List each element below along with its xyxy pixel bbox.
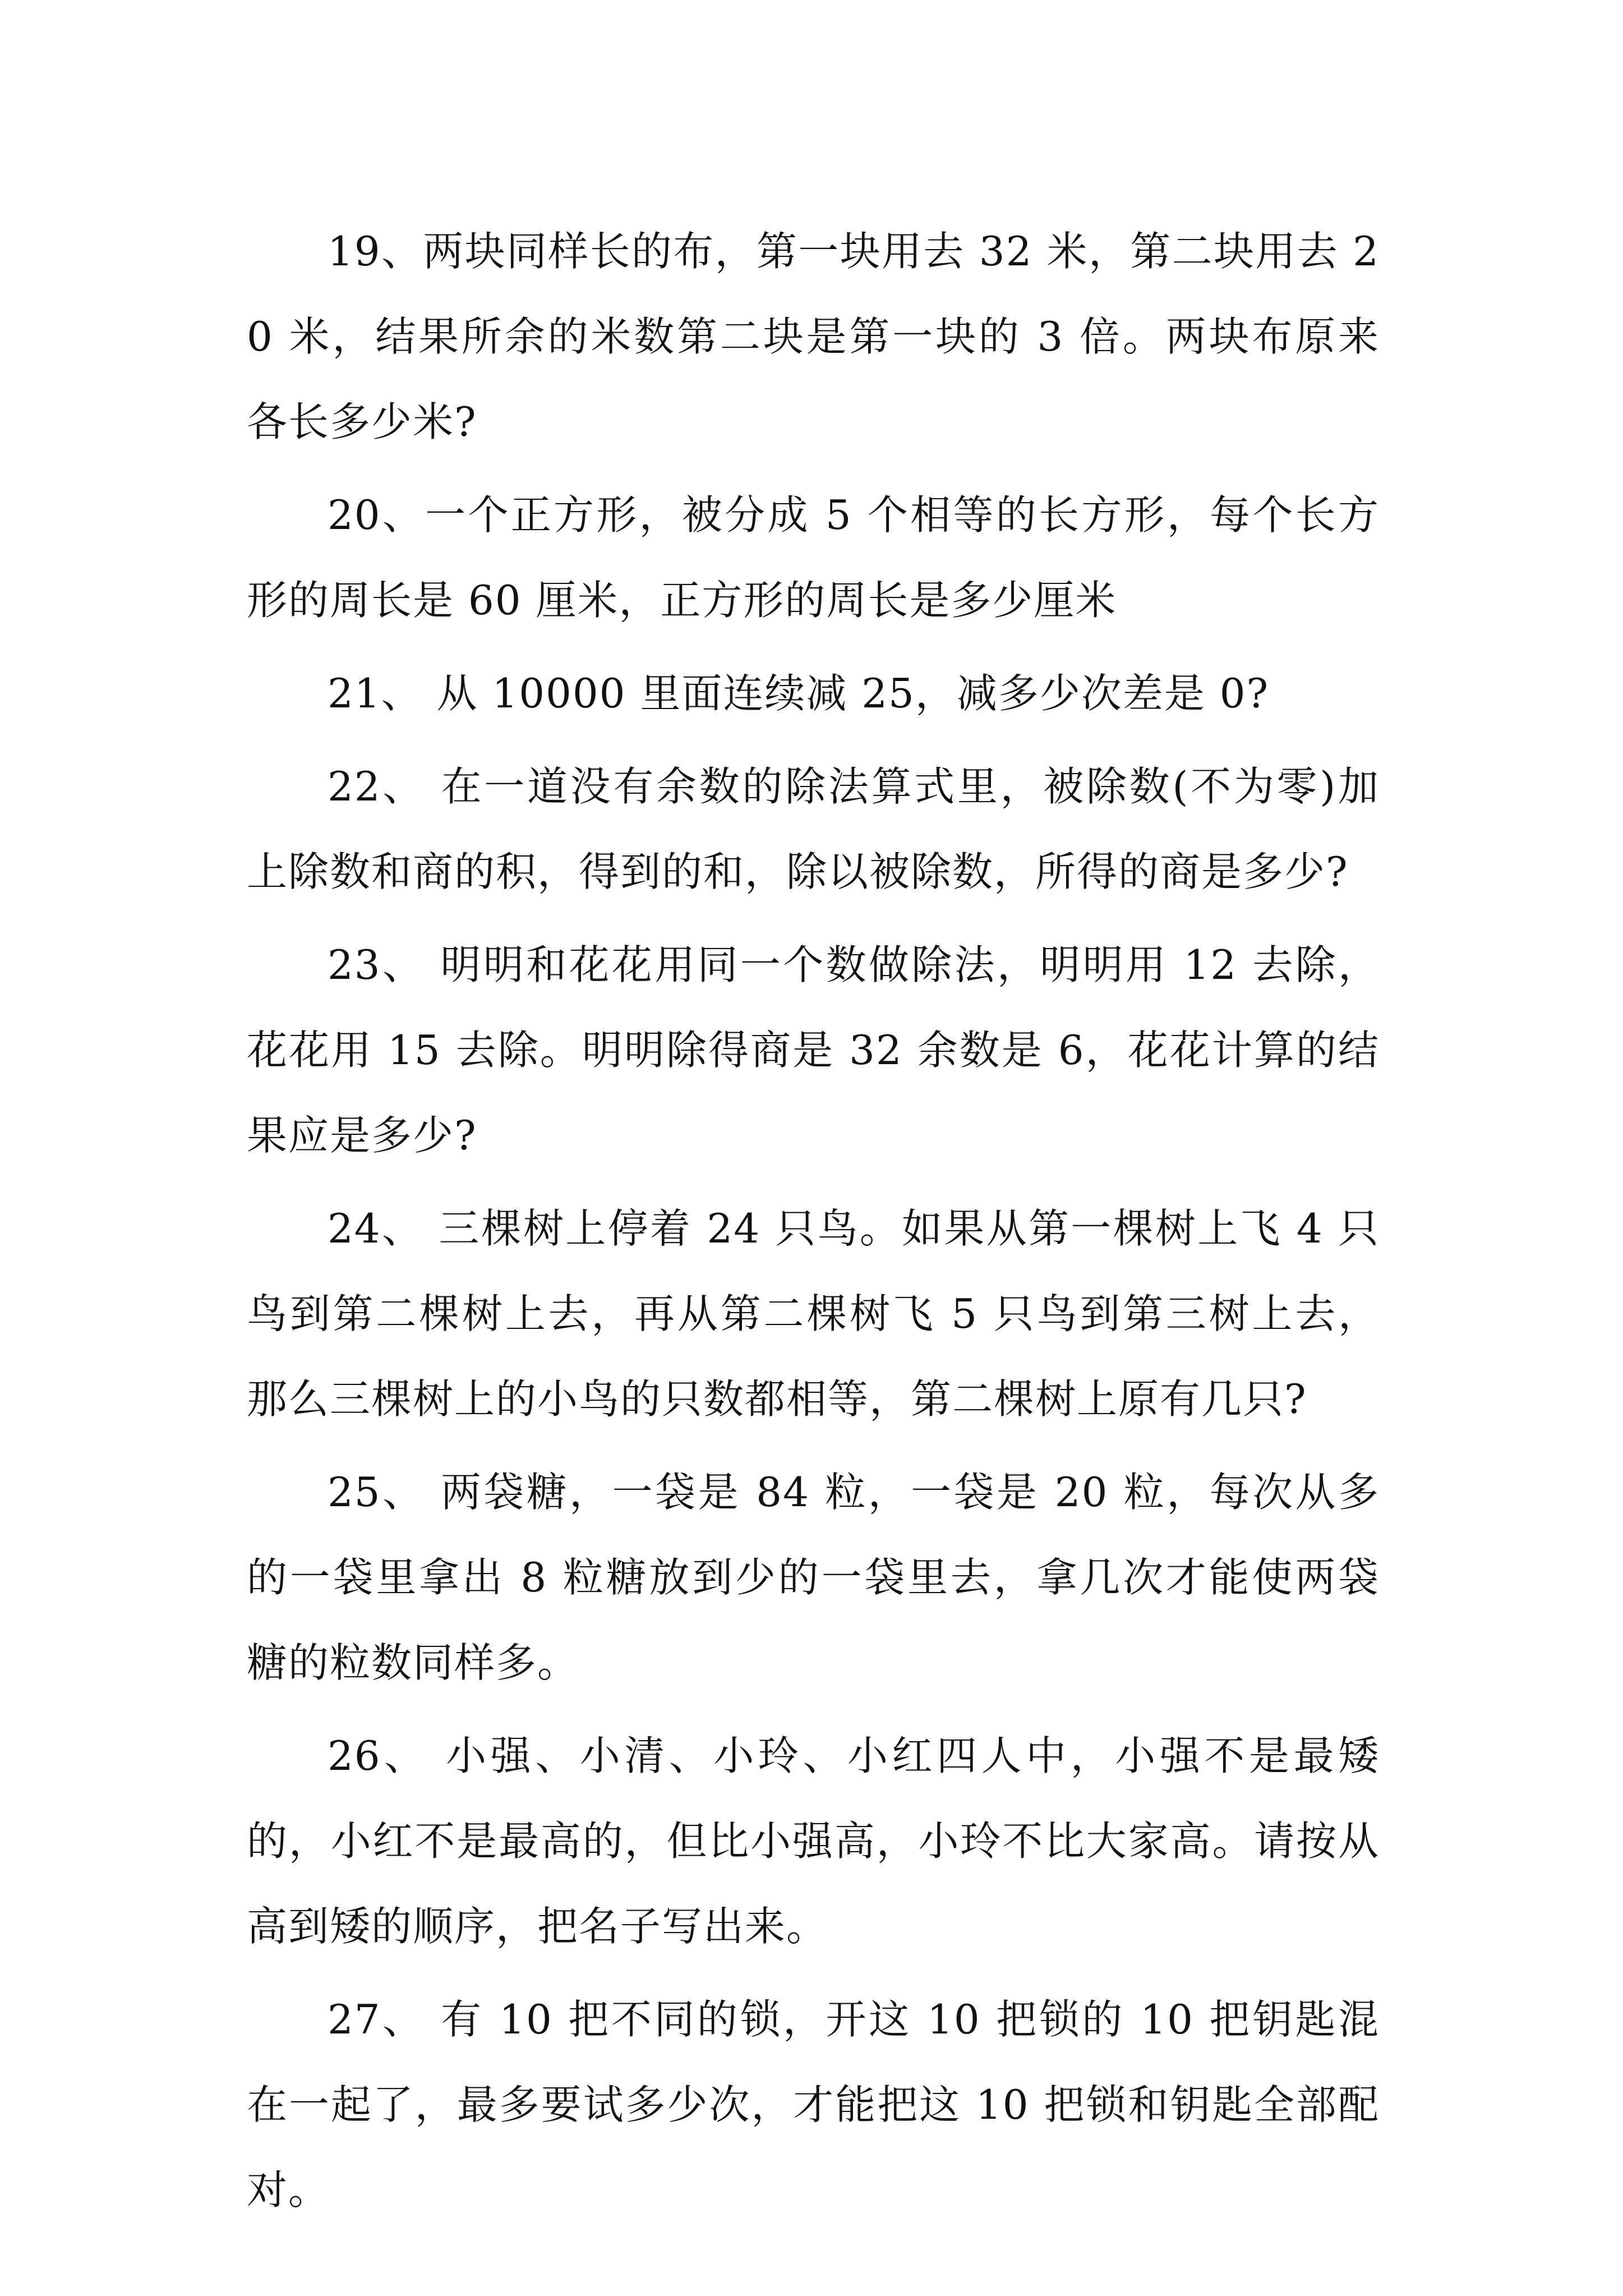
question-22: 22、 在一道没有余数的除法算式里，被除数(不为零)加上除数和商的积，得到的和，除以被除数，所得的商是多少? xyxy=(247,763,1380,895)
question-26: 26、 小强、小清、小玲、小红四人中，小强不是最矮的，小红不是最高的，但比小强高，小玲不比大家高。请按从高到矮的顺序，把名子写出来。 xyxy=(247,1732,1380,1950)
question-27: 27、 有 10 把不同的锁，开这 10 把锁的 10 把钥匙混在一起了，最多要试多少次，才能把这 10 把锁和钥匙全部配对。 xyxy=(247,1996,1380,2214)
question-19: 19、两块同样长的布，第一块用去 32 米，第二块用去 20 米，结果所余的米数第二块是第一块的 3 倍。两块布原来各长多少米? xyxy=(247,228,1380,445)
question-list xyxy=(247,209,1380,2240)
question-23: 23、 明明和花花用同一个数做除法，明明用 12 去除，花花用 15 去除。明明除得商是 32 余数是 6，花花计算的结果应是多少? xyxy=(247,941,1380,1159)
question-21: 21、 从 10000 里面连续减 25，减多少次差是 0? xyxy=(328,670,1270,717)
question-25: 25、 两袋糖，一袋是 84 粒，一袋是 20 粒，每次从多的一袋里拿出 8 粒糖放到少的一袋里去，拿几次才能使两袋糖的粒数同样多。 xyxy=(247,1469,1380,1686)
question-24: 24、 三棵树上停着 24 只鸟。如果从第一棵树上飞 4 只鸟到第二棵树上去，再从第二棵树飞 5 只鸟到第三树上去，那么三棵树上的小鸟的只数都相等，第二棵树上原有几只? xyxy=(247,1205,1380,1423)
question-20: 20、一个正方形，被分成 5 个相等的长方形，每个长方形的周长是 60 厘米，正方形的周长是多少厘米 xyxy=(247,491,1380,624)
